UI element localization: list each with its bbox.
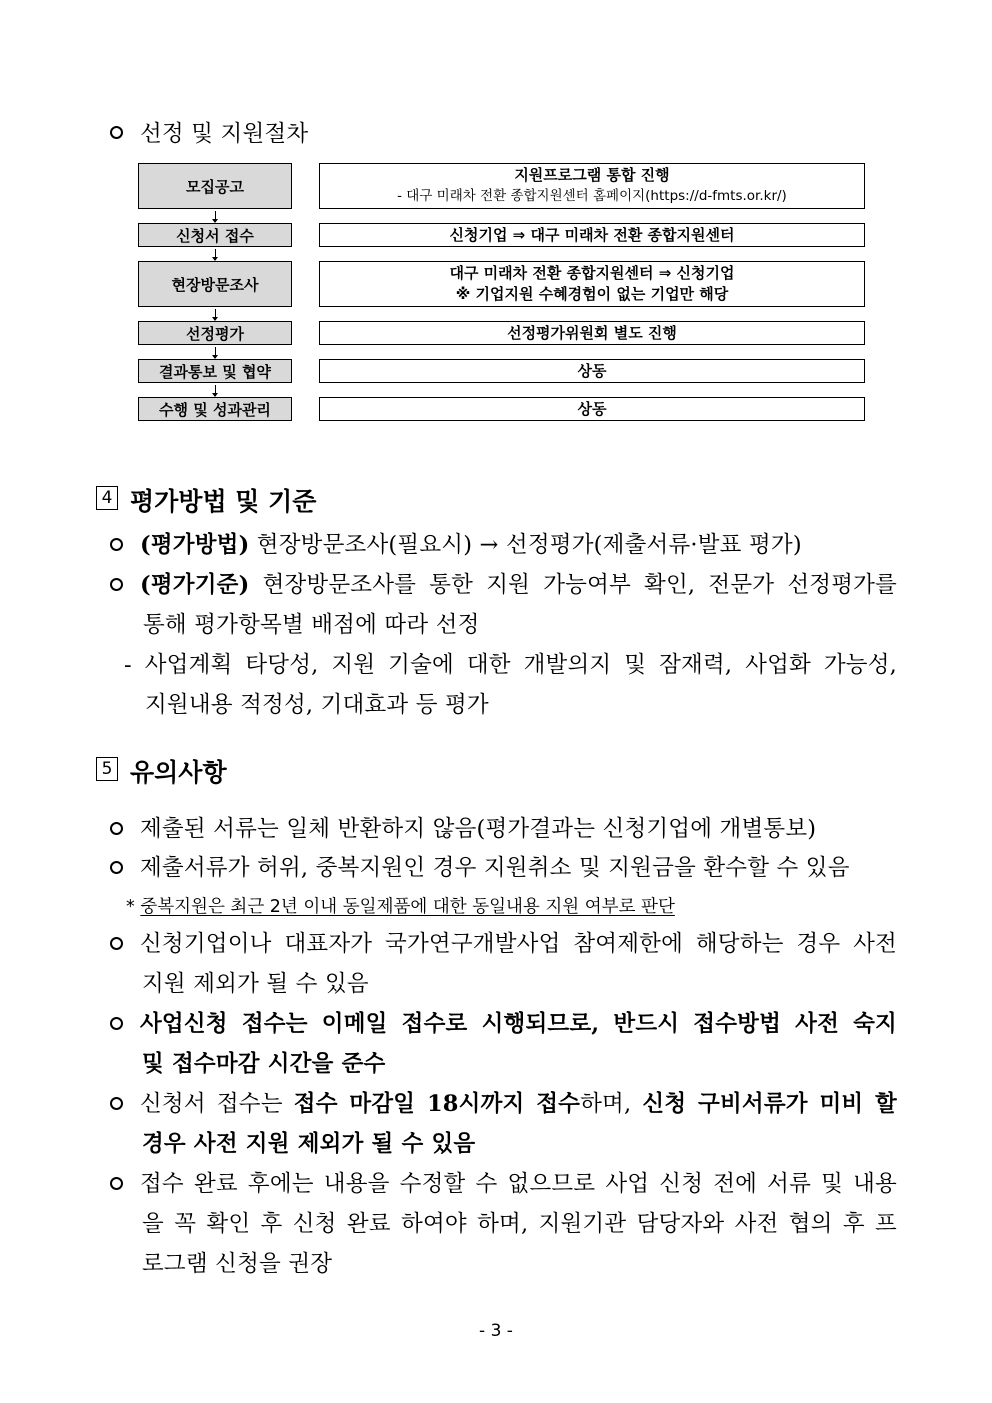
bullet-icon [110, 538, 123, 551]
step-label: 모집공고 [138, 163, 292, 209]
arrow-down-icon [215, 385, 216, 396]
eval-criteria-cont: 통해 평가항목별 배점에 따라 선정 [143, 612, 480, 638]
notice-item: 제출서류가 허위, 중복지원인 경우 지원취소 및 지원금을 환수할 수 있음 [140, 855, 850, 881]
section-title: 평가방법 및 기준 [130, 487, 317, 516]
bullet-icon [110, 1097, 123, 1110]
eval-criteria-line [140, 567, 897, 599]
step-desc [319, 261, 865, 307]
step-label: 결과통보 및 협약 [138, 359, 292, 383]
step-desc [319, 359, 865, 383]
step-desc-sub: - 대구 미래차 전환 종합지원센터 홈페이지(https://d-fmts.or.kr/) [397, 188, 787, 204]
section-title: 유의사항 [130, 758, 227, 787]
step-desc [319, 397, 865, 421]
bullet-icon [110, 126, 123, 139]
step-label: 선정평가 [138, 321, 292, 345]
notice-emph: 접수 마감일 18시까지 접수 [293, 1091, 581, 1117]
step-desc [319, 163, 865, 209]
step-desc-main: 상동 [577, 399, 607, 418]
arrow-down-icon [215, 211, 216, 222]
notice-item-cont: 경우 사전 지원 제외가 될 수 있음 [142, 1131, 476, 1157]
bullet-icon [110, 861, 123, 874]
bullet-icon [110, 1017, 123, 1030]
page-number: - 3 - [479, 1321, 513, 1341]
notice-item-cont: 지원 제외가 될 수 있음 [142, 971, 369, 997]
step-desc-sub: ※ 기업지원 수혜경험이 없는 기업만 해당 [455, 285, 729, 303]
eval-method-tag: (평가방법) [140, 532, 250, 558]
notice-item [140, 1086, 897, 1118]
arrow-down-icon [215, 309, 216, 320]
step-desc [319, 321, 865, 345]
notice-item-cont: 을 꼭 확인 후 신청 완료 하여야 하며, 지원기관 담당자와 사전 협의 후 프 [142, 1211, 897, 1237]
step-desc-main: 신청기업 ⇒ 대구 미래차 전환 종합지원센터 [449, 225, 735, 244]
notice-emph: 신청 구비서류가 미비 할 [642, 1091, 897, 1117]
footnote-text: 중복지원은 최근 2년 이내 동일제품에 대한 동일내용 지원 여부로 판단 [140, 897, 675, 917]
step-label: 수행 및 성과관리 [138, 397, 292, 421]
eval-method-line [140, 527, 802, 559]
step-desc [319, 223, 865, 247]
notice-item-cont: 로그램 신청을 권장 [142, 1251, 333, 1277]
step-label: 신청서 접수 [138, 223, 292, 247]
notice-item: 제출된 서류는 일체 반환하지 않음(평가결과는 신청기업에 개별통보) [140, 816, 817, 842]
notice-item: 접수 완료 후에는 내용을 수정할 수 없으므로 사업 신청 전에 서류 및 내용 [140, 1171, 897, 1197]
bullet-icon [110, 822, 123, 835]
step-desc-main: 상동 [577, 361, 607, 380]
footnote-mark: * [126, 897, 135, 917]
eval-items-line: - 사업계획 타당성, 지원 기술에 대한 개발의지 및 잠재력, 사업화 가능성, [124, 652, 897, 678]
notice-text: 하며, [580, 1091, 643, 1117]
notice-text: 신청서 접수는 [140, 1091, 294, 1117]
notice-item: 사업신청 접수는 이메일 접수로 시행되므로, 반드시 접수방법 사전 숙지 [140, 1011, 897, 1037]
eval-method-text: 현장방문조사(필요시) → 선정평가(제출서류·발표 평가) [256, 532, 802, 558]
bullet-icon [110, 578, 123, 591]
step-desc-main: 대구 미래차 전환 종합지원센터 ⇒ 신청기업 [449, 264, 735, 282]
eval-criteria-text: 현장방문조사를 통한 지원 가능여부 확인, 전문가 선정평가를 [262, 572, 897, 598]
notice-footnote [126, 893, 675, 918]
step-desc-main: 지원프로그램 통합 진행 [514, 166, 670, 184]
step-label: 현장방문조사 [138, 261, 292, 307]
bullet-icon [110, 1177, 123, 1190]
notice-item: 신청기업이나 대표자가 국가연구개발사업 참여제한에 해당하는 경우 사전 [140, 931, 897, 957]
step-desc-main: 선정평가위원회 별도 진행 [507, 323, 677, 342]
eval-items-cont: 지원내용 적정성, 기대효과 등 평가 [145, 692, 489, 718]
section-number: 5 [96, 757, 118, 781]
bullet-icon [110, 937, 123, 950]
procedure-heading: 선정 및 지원절차 [140, 121, 309, 147]
arrow-down-icon [215, 347, 216, 358]
section-number: 4 [96, 486, 118, 510]
eval-criteria-tag: (평가기준) [140, 572, 250, 598]
arrow-down-icon [215, 249, 216, 260]
notice-item-cont: 및 접수마감 시간을 준수 [142, 1051, 386, 1077]
